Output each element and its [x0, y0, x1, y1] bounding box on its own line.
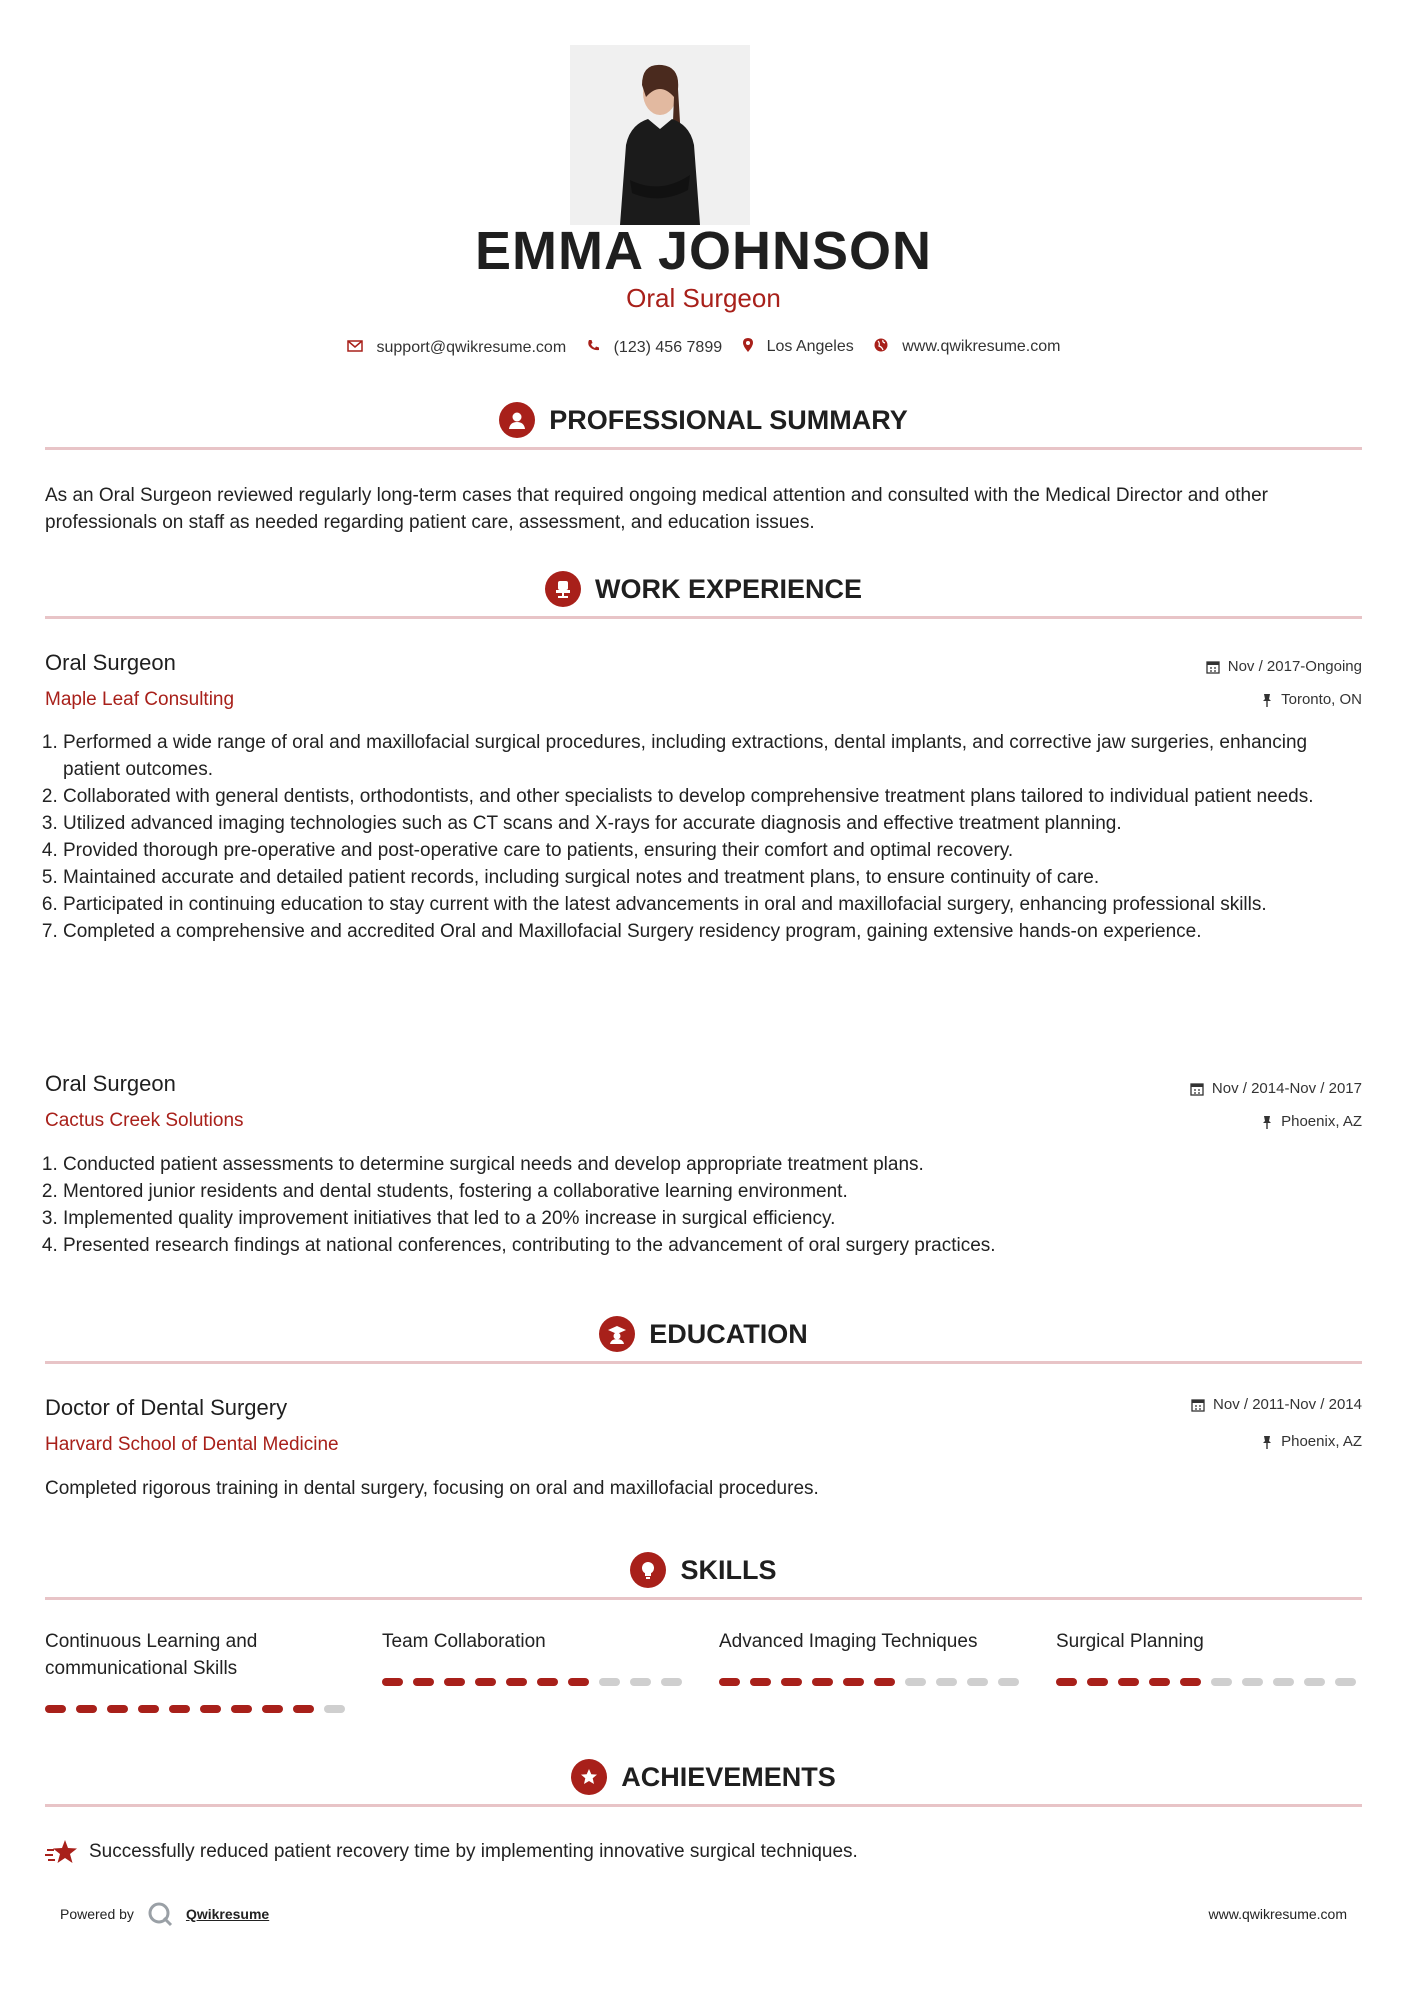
rating-dot-empty	[661, 1678, 682, 1686]
calendar-icon	[1206, 660, 1220, 674]
job-2-dates: Nov / 2014-Nov / 2017	[1190, 1080, 1362, 1097]
section-divider	[45, 1361, 1362, 1364]
rating-dot-filled	[382, 1678, 403, 1686]
skill-item	[719, 1628, 1019, 1655]
list-item: 4. Provided thorough pre-operative and post-operative care to patients, ensuring their comfort and optimal recovery.	[63, 837, 1362, 864]
rating-dot-filled	[231, 1705, 252, 1713]
rating-dot-filled	[262, 1705, 283, 1713]
skill-name: Team Collaboration	[382, 1631, 546, 1652]
section-skills-heading: SKILLS	[45, 1552, 1362, 1588]
rating-dot-filled	[843, 1678, 864, 1686]
rating-dot-filled	[475, 1678, 496, 1686]
rating-dot-empty	[905, 1678, 926, 1686]
section-divider	[45, 1597, 1362, 1600]
briefcase-chair-icon	[545, 571, 581, 607]
footer-powered	[60, 1900, 269, 1928]
pin-icon	[1261, 693, 1273, 707]
education-location: Phoenix, AZ	[1261, 1433, 1362, 1450]
rating-dot-filled	[107, 1705, 128, 1713]
rating-dot-empty	[998, 1678, 1019, 1686]
section-divider	[45, 447, 1362, 450]
skill-name: Surgical Planning	[1056, 1631, 1204, 1652]
job-2-company: Cactus Creek Solutions	[45, 1110, 244, 1131]
phone-text: (123) 456 7899	[613, 338, 723, 356]
rating-dot-filled	[812, 1678, 833, 1686]
profile-photo	[570, 45, 750, 225]
contact-phone[interactable]	[587, 339, 723, 357]
education-degree: Doctor of Dental Surgery	[45, 1395, 288, 1420]
rating-dot-empty	[1211, 1678, 1232, 1686]
rating-dot-empty	[967, 1678, 988, 1686]
job-1-title: Oral Surgeon	[45, 650, 176, 675]
rating-dot-filled	[537, 1678, 558, 1686]
rating-dot-filled	[169, 1705, 190, 1713]
rating-dot-filled	[1118, 1678, 1139, 1686]
lightbulb-icon	[630, 1552, 666, 1588]
skill-rating	[719, 1678, 1019, 1686]
job-1-company: Maple Leaf Consulting	[45, 689, 235, 710]
rating-dot-filled	[200, 1705, 221, 1713]
rating-dot-filled	[76, 1705, 97, 1713]
skill-rating	[382, 1678, 682, 1686]
section-achievements-heading: ACHIEVEMENTS	[45, 1759, 1362, 1795]
rating-dot-empty	[1273, 1678, 1294, 1686]
rating-dot-filled	[1056, 1678, 1077, 1686]
job-1-duties	[45, 729, 1362, 945]
rating-dot-filled	[1180, 1678, 1201, 1686]
rating-dot-filled	[45, 1705, 66, 1713]
job-1-location: Toronto, ON	[1261, 691, 1362, 708]
rating-dot-empty	[936, 1678, 957, 1686]
pin-icon	[1261, 1115, 1273, 1129]
globe-icon	[874, 338, 888, 356]
brand-link[interactable]: Qwikresume	[185, 1906, 270, 1922]
rating-dot-filled	[506, 1678, 527, 1686]
contact-bar	[45, 338, 1362, 357]
list-item: 5. Maintained accurate and detailed patient records, including surgical notes and treatment plans, to ensure continuity of care.	[63, 864, 1362, 891]
job-1-dates: Nov / 2017-Ongoing	[1206, 658, 1362, 675]
phone-icon	[587, 339, 600, 356]
education-description: Completed rigorous training in dental surgery, focusing on oral and maxillofacial procedures.	[45, 1478, 819, 1499]
section-divider	[45, 616, 1362, 619]
list-item: 6. Participated in continuing education to stay current with the latest advancements in oral and maxillofacial surgery, enhancing professional skills.	[63, 891, 1362, 918]
envelope-icon	[347, 339, 363, 356]
qwikresume-logo-icon	[146, 1900, 174, 1928]
rating-dot-empty	[630, 1678, 651, 1686]
rating-dot-filled	[413, 1678, 434, 1686]
education-dates: Nov / 2011-Nov / 2014	[1191, 1396, 1362, 1413]
contact-location	[743, 338, 854, 356]
graduate-icon	[599, 1316, 635, 1352]
calendar-icon	[1191, 1398, 1205, 1412]
rating-dot-filled	[750, 1678, 771, 1686]
section-experience-heading: WORK EXPERIENCE	[45, 571, 1362, 607]
list-item: 1. Conducted patient assessments to determine surgical needs and develop appropriate treatment plans.	[63, 1151, 1362, 1178]
section-summary-heading: PROFESSIONAL SUMMARY	[45, 402, 1362, 438]
skill-rating	[1056, 1678, 1356, 1686]
skill-name: Continuous Learning and communicational Skills	[45, 1631, 258, 1679]
job-2-title: Oral Surgeon	[45, 1071, 176, 1096]
rating-dot-filled	[1087, 1678, 1108, 1686]
list-item: 3. Implemented quality improvement initiatives that led to a 20% increase in surgical efficiency.	[63, 1205, 1362, 1232]
contact-email[interactable]	[347, 339, 567, 357]
skill-name: Advanced Imaging Techniques	[719, 1631, 978, 1652]
rating-dot-empty	[324, 1705, 345, 1713]
powered-by-label: Powered by	[60, 1906, 134, 1922]
star-icon	[45, 1838, 79, 1866]
pin-icon	[1261, 1435, 1273, 1449]
summary-text: As an Oral Surgeon reviewed regularly long-term cases that required ongoing medical attention and consulted with the Medical Director and other professionals on staff as needed regarding patient care, assessment, and education issues.	[45, 485, 1269, 533]
list-item: 2. Collaborated with general dentists, orthodontists, and other specialists to develop comprehensive treatment plans tailored to individual patient needs.	[63, 783, 1362, 810]
candidate-title: Oral Surgeon	[626, 283, 781, 313]
list-item: 3. Utilized advanced imaging technologies such as CT scans and X-rays for accurate diagnosis and effective treatment planning.	[63, 810, 1362, 837]
rating-dot-filled	[568, 1678, 589, 1686]
rating-dot-filled	[719, 1678, 740, 1686]
star-badge-icon	[571, 1759, 607, 1795]
calendar-icon	[1190, 1082, 1204, 1096]
rating-dot-filled	[444, 1678, 465, 1686]
rating-dot-empty	[599, 1678, 620, 1686]
rating-dot-empty	[1304, 1678, 1325, 1686]
skill-rating	[45, 1705, 345, 1713]
candidate-name: EMMA JOHNSON	[474, 221, 933, 281]
list-item: 2. Mentored junior residents and dental students, fostering a collaborative learning environment.	[63, 1178, 1362, 1205]
location-text: Los Angeles	[766, 338, 854, 355]
list-item: 7. Completed a comprehensive and accredited Oral and Maxillofacial Surgery residency program, gaining extensive hands-on experience.	[63, 918, 1362, 945]
skill-item	[382, 1628, 682, 1655]
skill-item	[1056, 1628, 1356, 1655]
rating-dot-empty	[1335, 1678, 1356, 1686]
rating-dot-filled	[138, 1705, 159, 1713]
rating-dot-filled	[781, 1678, 802, 1686]
footer-website[interactable]: www.qwikresume.com	[1208, 1906, 1347, 1922]
skill-item	[45, 1628, 345, 1682]
rating-dot-filled	[874, 1678, 895, 1686]
email-text: support@qwikresume.com	[376, 338, 567, 356]
job-2-duties	[45, 1151, 1362, 1259]
list-item: 1. Performed a wide range of oral and maxillofacial surgical procedures, including extractions, dental implants, and corrective jaw surgeries, enhancing patient outcomes.	[63, 729, 1362, 783]
list-item: 4. Presented research findings at national conferences, contributing to the advancement of oral surgery practices.	[63, 1232, 1362, 1259]
rating-dot-filled	[1149, 1678, 1170, 1686]
user-icon	[499, 402, 535, 438]
website-text: www.qwikresume.com	[902, 338, 1061, 355]
section-education-heading: EDUCATION	[45, 1316, 1362, 1352]
contact-website[interactable]	[874, 338, 1060, 356]
rating-dot-filled	[293, 1705, 314, 1713]
education-school: Harvard School of Dental Medicine	[45, 1434, 339, 1455]
map-pin-icon	[743, 338, 753, 356]
job-2-location: Phoenix, AZ	[1261, 1113, 1362, 1130]
achievement-item	[45, 1838, 1362, 1866]
achievement-text: Successfully reduced patient recovery time by implementing innovative surgical techniques.	[89, 1841, 858, 1862]
section-divider	[45, 1804, 1362, 1807]
rating-dot-empty	[1242, 1678, 1263, 1686]
